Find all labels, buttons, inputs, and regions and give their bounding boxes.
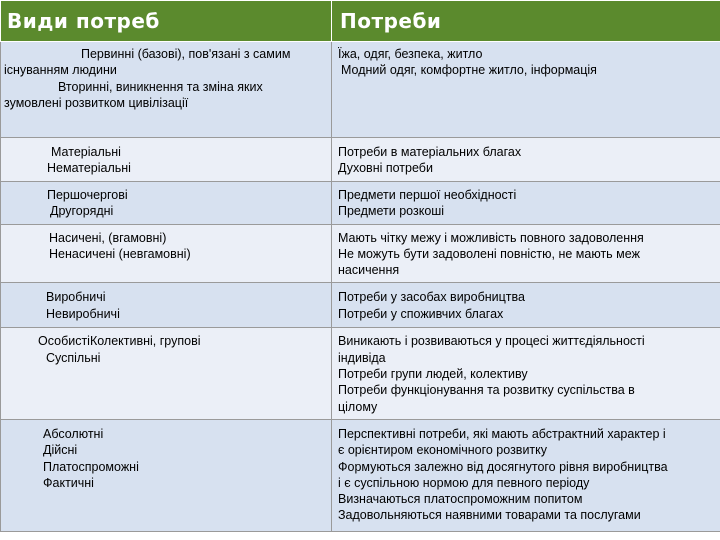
cell-line: Потреби в матеріальних благах [338, 145, 522, 159]
cell-line: Потреби функціонування та розвитку суспільства в [338, 383, 635, 398]
cell-line: насичення [338, 263, 400, 278]
row-types-cell [1, 224, 332, 283]
row-needs-cell [332, 224, 720, 283]
cell-line: Нематеріальні [47, 161, 131, 176]
cell-line: існуванням людини [4, 63, 117, 78]
table-row [1, 224, 720, 283]
cell-line: Другорядні [50, 203, 114, 218]
cell-line: Предмети розкоші [338, 203, 445, 218]
cell-line: Не можуть бути задоволені повністю, не мають меж [338, 246, 640, 261]
cell-line: Вторинні, виникнення та зміна яких [58, 79, 263, 94]
row-types-cell [1, 283, 332, 328]
cell-line: Фактичні [43, 475, 94, 490]
cell-line: Потреби у споживчих благах [338, 306, 504, 321]
row-types-cell [1, 419, 332, 531]
row-needs-cell [332, 328, 720, 419]
row-types-cell [1, 42, 332, 138]
cell-line: Задовольняються наявними товарами та послугами [338, 508, 641, 523]
cell-line: Потреби у засобах виробництва [338, 290, 525, 305]
cell-line: і є суспільною нормою для певного періоду [338, 475, 590, 490]
cell-line: Формуються залежно від досягнутого рівня виробництва [338, 459, 668, 474]
cell-line: Духовні потреби [338, 161, 433, 176]
cell-line: Невиробничі [46, 306, 120, 321]
row-needs-cell [332, 138, 720, 182]
table-row [1, 328, 720, 419]
cell-line: Визначаються платоспроможним попитом [338, 492, 583, 507]
header-types-of-needs: Види потреб [1, 1, 332, 42]
cell-line: Модний одяг, комфортне житло, інформація [341, 63, 597, 78]
cell-line: Виробничі [46, 290, 106, 305]
cell-line: Першочергові [47, 187, 128, 202]
cell-line: Виникають і розвиваються у процесі життєдіяльності [338, 334, 645, 349]
cell-line: Потреби групи людей, колективу [338, 367, 528, 382]
row-types-cell [1, 181, 332, 224]
header-needs: Потреби [332, 1, 720, 42]
header-row [1, 1, 720, 42]
cell-line: Суспільні [46, 350, 101, 365]
row-needs-cell [332, 419, 720, 531]
cell-line: Мають чітку межу і можливість повного задоволення [338, 230, 644, 245]
cell-line: Їжа, одяг, безпека, житло [338, 47, 483, 61]
table-row [1, 42, 720, 138]
cell-line: зумовлені розвитком цивілізації [4, 95, 189, 110]
cell-line: Платоспроможні [43, 459, 139, 474]
cell-line: є орієнтиром економічного розвитку [338, 443, 548, 458]
row-needs-cell [332, 181, 720, 224]
row-types-cell [1, 328, 332, 419]
cell-line: Первинні (базові), пов'язані з самим [81, 47, 291, 61]
table-row [1, 283, 720, 328]
cell-line: Перспективні потреби, які мають абстрактний характер і [338, 426, 666, 441]
cell-line: Ненасичені (невгамовні) [49, 246, 191, 261]
cell-line: Абсолютні [43, 426, 104, 441]
cell-line: цілому [338, 399, 378, 414]
cell-line: Матеріальні [51, 145, 121, 159]
cell-line: ОсобистіКолективні, групові [38, 334, 201, 349]
table-row [1, 181, 720, 224]
cell-line: Дійсні [43, 443, 78, 458]
row-needs-cell [332, 42, 720, 138]
table-row [1, 138, 720, 182]
cell-line: Предмети першої необхідності [338, 187, 517, 202]
row-needs-cell [332, 283, 720, 328]
table-row [1, 419, 720, 531]
row-types-cell [1, 138, 332, 182]
cell-line: індивіда [338, 350, 386, 365]
cell-line: Насичені, (вгамовні) [49, 230, 167, 245]
